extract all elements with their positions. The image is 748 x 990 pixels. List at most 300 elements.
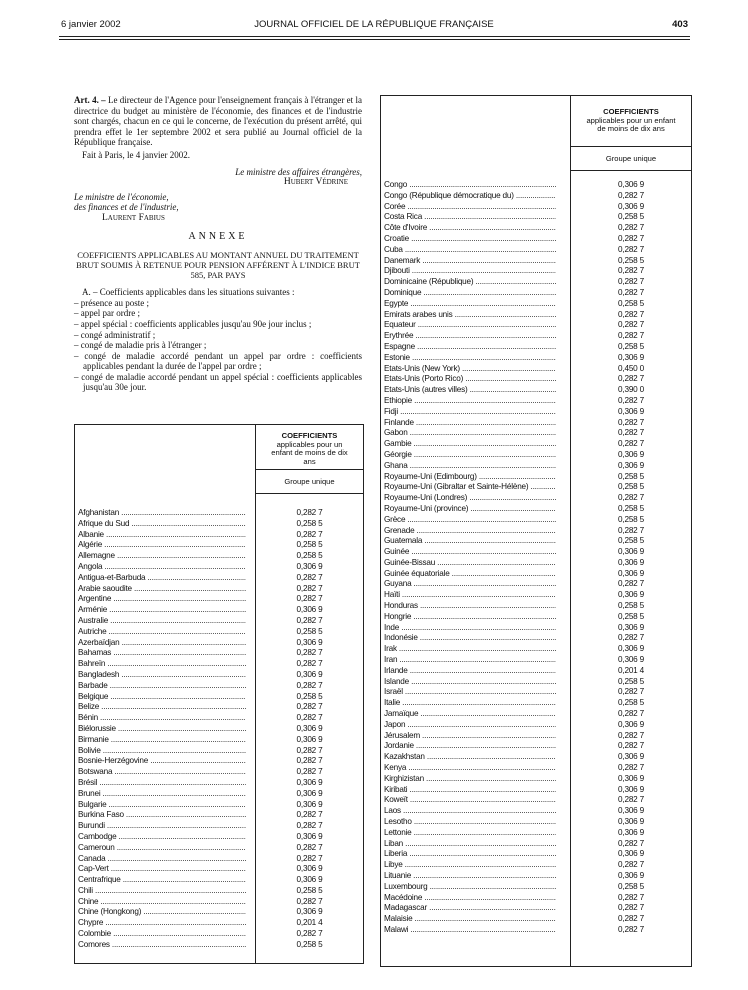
country-name-text: Madagascar [384,903,428,913]
article-text: Le directeur de l'Agence pour l'enseignement français à l'étranger et la directrice du budget au ministère de l'économie, des finances et de l'industrie sont chargés, chacun en ce qui le concerne, de l'exécution du présent arrêté, qui prendra effet le 1er septembre 2002 et sera publié au Journal officiel de la République française. [74,95,362,148]
country-name [384,720,556,731]
country-name [78,648,246,659]
table-row [384,288,688,299]
situation-item: – congé administratif ; [74,329,156,340]
table-row [384,763,688,774]
country-name-text: Danemark [384,255,421,265]
country-name [384,223,556,234]
left-column-text [74,95,362,393]
coefficients-table-left [74,424,364,964]
coefficient-value: 0,306 9 [296,799,323,809]
country-name [78,800,246,811]
country-name [384,644,556,655]
coefficient-value: 0,258 5 [618,698,644,708]
table-row [384,331,688,342]
country-name-text: Malawi [384,924,409,934]
coefficient-value: 0,306 9 [296,734,323,744]
country-name [384,871,556,882]
country-name [384,256,556,267]
coefficient-value: 0,306 9 [618,784,644,794]
country-name [384,785,556,796]
coefficient-value: 0,282 7 [618,763,644,773]
coefficient-value: 0,282 7 [618,417,644,427]
table-row [78,800,360,811]
country-name [384,806,556,817]
coefficient-value: 0,306 9 [618,871,644,880]
country-name [384,266,556,277]
table-row [78,724,360,735]
country-name [384,849,556,860]
table-row [78,584,360,595]
table-row [78,659,360,670]
coefficient-value: 0,258 5 [618,298,644,308]
table-row [384,493,688,504]
table-row [384,472,688,483]
article-label: Art. 4. – [74,95,106,105]
country-name [78,692,246,703]
country-name-text: Côte d'Ivoire [384,223,428,233]
country-name-text: Kiribati [384,784,408,794]
signature-2-role-2: des finances et de l'industrie, [74,202,179,213]
coefficient-value: 0,306 9 [618,557,644,567]
coefficient-value: 0,306 9 [618,406,644,416]
country-name-text: Macédoine [384,892,423,902]
coef-header [256,432,363,466]
annexe-heading: COEFFICIENTS APPLICABLES AU MONTANT ANNUEL DU TRAITEMENT BRUT SOUMIS À RETENUE POUR PENSION AFFÉRENT À L'INDICE BRUT 585, PAR PAYS [76,250,360,281]
coefficient-value: 0,282 7 [618,838,644,848]
country-name [78,638,246,649]
country-name-text: Indonésie [384,633,418,643]
header-rule-double [59,39,690,40]
coefficient-value: 0,282 7 [296,767,323,777]
country-name-text: Israël [384,687,403,697]
country-name-text: Finlande [384,417,414,427]
country-name [384,299,556,310]
table-row [384,256,688,267]
table-row [384,180,688,191]
country-name [78,702,246,713]
country-name-text: Botswana [78,767,113,777]
header-date: 6 janvier 2002 [61,19,121,30]
coefficient-value: 0,306 9 [296,605,323,615]
coefficient-value: 0,258 5 [618,676,644,686]
table-row [384,450,688,461]
table-row [78,897,360,908]
coefficient-value: 0,282 7 [296,702,323,712]
country-name [384,439,556,450]
coefficients-table-right [380,95,692,967]
country-name [384,741,556,752]
fait-a-paris: Fait à Paris, le 4 janvier 2002. [82,149,190,160]
country-name [78,551,246,562]
country-name [384,353,556,364]
table-row [78,756,360,767]
coefficient-value: 0,282 7 [618,903,644,913]
situation-item: – congé de maladie pris à l'étranger ; [74,340,207,351]
coefficient-value: 0,282 7 [618,244,644,254]
country-name-text: Grèce [384,514,406,524]
country-name [384,882,556,893]
country-name [78,918,246,929]
country-name-text: Luxembourg [384,881,428,891]
country-name-text: Dominique [384,287,422,297]
coefficient-value: 0,306 9 [618,622,644,632]
country-name-text: Géorgie [384,449,412,459]
coefficient-value: 0,282 7 [618,741,644,751]
table-row [78,746,360,757]
country-name-text: Chili [78,885,93,895]
country-name-text: Royaume-Uni (province) [384,503,469,513]
table-row [384,428,688,439]
coefficient-value: 0,258 5 [296,691,323,701]
coefficient-value: 0,258 5 [618,471,644,481]
coefficient-value: 0,306 9 [296,788,323,798]
country-name-text: Japon [384,719,406,729]
coef-header-subtitle: applicables pour un enfant de moins de dix ans [271,439,348,466]
table-row [78,864,360,875]
country-name [384,515,556,526]
table-row [384,882,688,893]
table-row [384,418,688,429]
coefficient-value: 0,258 5 [296,626,323,636]
country-name [78,713,246,724]
table-row [384,579,688,590]
table-row [384,266,688,277]
coefficient-value: 0,282 7 [618,439,644,449]
coef-header-title: COEFFICIENTS [281,431,338,440]
country-rows-left [78,508,360,951]
coefficient-value: 0,282 7 [618,795,644,805]
coefficient-value: 0,282 7 [296,853,323,863]
table-row [384,526,688,537]
table-row [384,569,688,580]
coefficient-value: 0,258 5 [296,540,323,550]
table-row [384,687,688,698]
country-name [78,854,246,865]
country-name [384,709,556,720]
country-name-text: Italie [384,698,401,708]
table-row [78,519,360,530]
country-name [78,681,246,692]
country-name-text: Argentine [78,594,112,604]
country-name [78,767,246,778]
country-name-text: Islande [384,676,410,686]
country-name-text: Afrique du Sud [78,518,130,528]
coefficient-value: 0,258 5 [296,518,323,528]
coef-header [571,108,691,134]
coefficient-value: 0,306 9 [296,777,323,787]
table-row [78,810,360,821]
coefficient-value: 0,282 7 [618,190,644,200]
table-row [384,731,688,742]
country-name-text: Fidji [384,406,399,416]
country-name-text: Bosnie-Herzégovine [78,756,149,766]
country-name-text: Equateur [384,320,416,330]
country-name [384,547,556,558]
country-name-text: Dominicaine (République) [384,277,474,287]
country-name-text: Royaume-Uni (Gibraltar et Sainte-Hélène) [384,482,529,492]
country-name-text: Libye [384,860,403,870]
table-row [384,839,688,850]
country-name-text: Estonie [384,352,410,362]
country-name-text: Biélorussie [78,723,116,733]
country-name-text: Canada [78,853,106,863]
header-separator [256,469,363,470]
table-row [384,666,688,677]
coefficient-value: 0,306 9 [618,719,644,729]
coefficient-value: 0,306 9 [618,590,644,600]
country-name-text: Barbade [78,680,108,690]
situation-item: – congé de maladie accordé pendant un appel par ordre : coefficients applicables pendant la durée de l'appel par ordre ; [74,350,362,372]
country-name [384,558,556,569]
coefficient-value: 0,258 5 [618,482,644,492]
coefficient-value: 0,282 7 [296,659,323,669]
country-name [78,832,246,843]
country-name-text: Albanie [78,529,104,539]
country-name [78,789,246,800]
country-name-text: Honduras [384,601,418,611]
country-name-text: Gambie [384,439,412,449]
table-row [384,741,688,752]
table-row [78,821,360,832]
table-row [384,774,688,785]
table-row [384,547,688,558]
country-name-text: Arménie [78,605,108,615]
country-name-text: Chypre [78,918,104,928]
country-name-text: Guinée équatoriale [384,568,450,578]
country-name-text: Irak [384,644,397,654]
country-name-text: Hongrie [384,611,412,621]
table-row [384,720,688,731]
country-name [78,670,246,681]
country-name-text: Brunei [78,788,101,798]
country-name-text: Koweït [384,795,408,805]
country-name-text: Malaisie [384,914,413,924]
table-row [384,601,688,612]
coefficient-value: 0,306 9 [618,568,644,578]
country-name-text: Bahreïn [78,659,106,669]
table-row [384,374,688,385]
coefficient-value: 0,306 9 [296,907,323,917]
coefficient-value: 0,282 7 [618,579,644,589]
country-name [384,623,556,634]
coefficient-value: 0,282 7 [296,713,323,723]
coefficient-value: 0,282 7 [296,756,323,766]
country-name-text: Kazakhstan [384,752,425,762]
groupe-unique-header: Groupe unique [284,477,335,486]
country-name [384,418,556,429]
country-name [384,385,556,396]
country-name-text: Iran [384,655,398,665]
country-name [384,450,556,461]
coefficient-value: 0,258 5 [618,514,644,524]
country-name [78,886,246,897]
table-row [384,320,688,331]
coefficient-value: 0,282 7 [618,320,644,330]
header-rule [59,36,690,37]
country-name [384,288,556,299]
country-name [78,562,246,573]
table-row [384,364,688,375]
coefficient-value: 0,306 9 [618,773,644,783]
country-name [384,212,556,223]
coefficient-value: 0,282 7 [618,374,644,384]
table-row [384,396,688,407]
table-row [78,627,360,638]
country-name [384,590,556,601]
country-name-text: Guyana [384,579,412,589]
coefficient-value: 0,306 9 [296,723,323,733]
country-name-text: Kenya [384,763,407,773]
country-name [384,407,556,418]
country-name [384,579,556,590]
coefficient-value: 0,306 9 [618,655,644,665]
coefficient-value: 0,306 9 [618,460,644,470]
table-row [384,633,688,644]
country-name-text: Congo [384,180,408,189]
country-name [384,526,556,537]
coefficient-value: 0,201 4 [618,665,644,675]
coefficient-value: 0,282 7 [618,266,644,276]
coefficient-value: 0,258 5 [618,601,644,611]
country-name [78,519,246,530]
coefficient-value: 0,450 0 [618,363,644,373]
table-row [384,785,688,796]
country-name-text: Birmanie [78,734,109,744]
coefficient-value: 0,306 9 [618,644,644,654]
country-name-text: Haïti [384,590,400,600]
table-row [384,817,688,828]
table-row [384,644,688,655]
table-row [384,202,688,213]
coefficient-value: 0,258 5 [618,503,644,513]
country-name-text: Burkina Faso [78,810,124,820]
coefficient-value: 0,306 9 [618,806,644,816]
coefficient-value: 0,306 9 [618,352,644,362]
country-name-text: Chine (Hongkong) [78,907,142,917]
coefficient-value: 0,306 9 [296,831,323,841]
country-name [384,925,556,936]
country-name-text: Bangladesh [78,669,120,679]
country-name [78,929,246,940]
country-name [384,461,556,472]
annexe-intro: A. – Coefficients applicables dans les situations suivantes : [82,287,295,298]
country-name-text: Jérusalem [384,730,420,740]
coefficient-value: 0,282 7 [296,572,323,582]
table-row [78,832,360,843]
country-name [384,234,556,245]
country-name-text: Bolivie [78,745,101,755]
country-name-text: Arabie saoudite [78,583,132,593]
coefficient-value: 0,282 7 [618,309,644,319]
country-name-text: Laos [384,806,401,816]
country-name-text: Antigua-et-Barbuda [78,572,146,582]
country-name-text: Azerbaïdjan [78,637,120,647]
country-name [384,342,556,353]
table-row [384,407,688,418]
table-row [384,482,688,493]
coefficient-value: 0,282 7 [618,331,644,341]
coefficient-value: 0,282 7 [296,615,323,625]
country-name-text: Djibouti [384,266,410,276]
coefficient-value: 0,282 7 [618,892,644,902]
country-name-text: Irlande [384,665,408,675]
country-name [78,778,246,789]
table-row [78,670,360,681]
country-name [78,508,246,519]
coefficient-value: 0,306 9 [618,180,644,189]
groupe-unique-header: Groupe unique [605,154,657,163]
country-name-text: Etats-Unis (Porto Rico) [384,374,464,384]
table-row [78,616,360,627]
table-row [78,854,360,865]
table-row [384,234,688,245]
country-name [384,504,556,515]
country-name-text: Cameroun [78,842,115,852]
table-row [78,573,360,584]
country-name [384,569,556,580]
coefficient-value: 0,282 7 [618,233,644,243]
situation-item: – congé de maladie accordé pendant un appel spécial : coefficients applicables jusqu'au 30e jour. [74,371,362,393]
coefficient-value: 0,282 7 [618,395,644,405]
table-row [384,558,688,569]
table-row [384,709,688,720]
coefficient-value: 0,258 5 [618,255,644,265]
country-name [384,482,556,493]
table-row [78,692,360,703]
coefficient-value: 0,390 0 [618,385,644,395]
table-row [384,385,688,396]
coefficient-value: 0,282 7 [296,821,323,831]
coefficient-value: 0,306 9 [296,637,323,647]
table-row [78,648,360,659]
page-number: 403 [672,19,688,30]
country-name-text: Liberia [384,849,408,859]
situation-item: – appel par ordre ; [74,308,140,319]
journal-title: JOURNAL OFFICIEL DE LA RÉPUBLIQUE FRANÇAISE [254,19,494,30]
country-name-text: Afghanistan [78,508,120,517]
country-name [78,940,246,951]
country-name [78,756,246,767]
country-name [78,573,246,584]
country-name [384,331,556,342]
coefficient-value: 0,282 7 [296,810,323,820]
country-name-text: Cambodge [78,831,117,841]
country-name-text: Emirats arabes unis [384,309,453,319]
table-row [384,698,688,709]
table-row [384,299,688,310]
situation-item: – présence au poste ; [74,297,149,308]
table-row [78,778,360,789]
table-row [384,612,688,623]
country-name-text: Lesotho [384,817,412,827]
country-name [384,374,556,385]
coefficient-value: 0,282 7 [618,428,644,438]
table-row [384,191,688,202]
country-name [78,584,246,595]
coefficient-value: 0,258 5 [618,341,644,351]
table-row [78,875,360,886]
table-row [384,925,688,936]
signature-1-role: Le ministre des affaires étrangères, [235,166,362,177]
table-row [384,439,688,450]
country-name-text: Allemagne [78,551,115,561]
country-name-text: Belize [78,702,100,712]
country-name-text: Angola [78,561,103,571]
table-row [78,767,360,778]
country-name [384,310,556,321]
country-name [384,677,556,688]
